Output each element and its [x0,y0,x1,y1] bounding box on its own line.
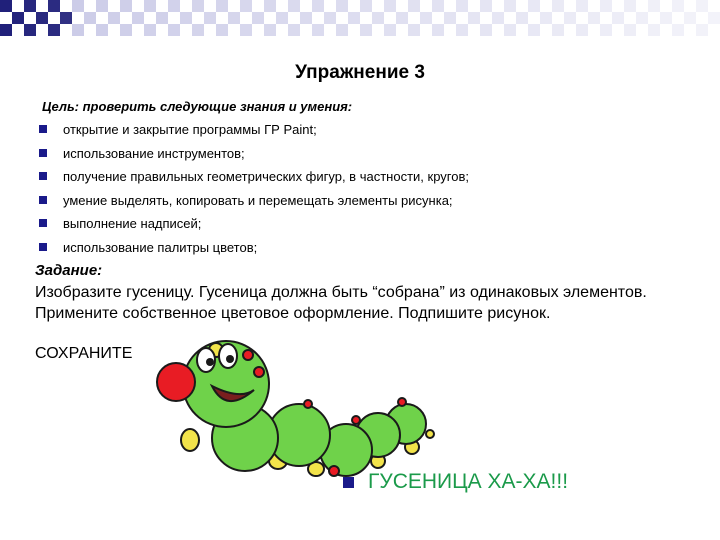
checker-square [516,12,528,24]
checker-square [96,24,108,36]
checker-square [288,24,300,36]
checker-square [504,24,516,36]
checker-square [0,0,12,12]
list-item [36,146,469,170]
list-item [36,169,469,193]
checker-square [672,0,684,12]
list-item-text: использование палитры цветов; [63,239,258,255]
checker-square [528,24,540,36]
checker-square [696,0,708,12]
checker-square [336,0,348,12]
checker-square [108,12,120,24]
list-item [36,193,469,217]
checker-square [648,24,660,36]
checker-square [312,0,324,12]
checker-square [228,12,240,24]
checker-square [192,0,204,12]
checker-square [360,0,372,12]
task-text: Изобразите гусеницу. Гусеница должна быть “собрана” из одинаковых элементов. Примените собственное цветовое оформление. Подпишите рисунок. [35,284,647,322]
checker-square [636,12,648,24]
checker-square [576,24,588,36]
checker-square [168,0,180,12]
checker-decoration [0,0,720,38]
checker-square [72,24,84,36]
checker-square [528,0,540,12]
checker-square [576,0,588,12]
checker-square [612,12,624,24]
list-item-text: получение правильных геометрических фигур, в частности, кругов; [63,169,469,184]
task-heading: Задание: [35,262,103,279]
checker-square [360,24,372,36]
checker-square [372,12,384,24]
checker-square [384,24,396,36]
checker-square [672,24,684,36]
checker-square [624,0,636,12]
checker-square [432,24,444,36]
checker-square [24,24,36,36]
checker-square [48,0,60,12]
square-bullet-icon [343,477,354,488]
square-bullet-icon [39,219,47,227]
checker-square [144,24,156,36]
square-bullet-icon [39,149,47,157]
checker-square [216,0,228,12]
checker-square [156,12,168,24]
checker-square [624,24,636,36]
checker-square [456,0,468,12]
checker-square [420,12,432,24]
checker-square [480,24,492,36]
checker-square [660,12,672,24]
caption-text: ГУСЕНИЦА ХА-ХА!!! [368,470,569,493]
checker-square [648,0,660,12]
checker-square [168,24,180,36]
skills-list [36,122,469,263]
checker-square [240,24,252,36]
checker-square [180,12,192,24]
checker-square [96,0,108,12]
checker-square [120,0,132,12]
checker-square [600,0,612,12]
checker-square [684,12,696,24]
list-item-text: выполнение надписей; [63,216,202,231]
list-item-text: открытие и закрытие программы ГР Paint; [63,122,317,137]
checker-square [564,12,576,24]
checker-square [696,24,708,36]
checker-square [708,12,720,24]
list-item [36,216,469,240]
checker-square [492,12,504,24]
checker-square [540,12,552,24]
checker-square [312,24,324,36]
checker-square [144,0,156,12]
checker-square [468,12,480,24]
list-item [36,240,469,264]
checker-square [0,24,12,36]
checker-square [456,24,468,36]
checker-square [120,24,132,36]
square-bullet-icon [39,196,47,204]
checker-square [264,0,276,12]
checker-square [48,24,60,36]
checker-square [504,0,516,12]
checker-square [288,0,300,12]
checker-square [84,12,96,24]
checker-square [396,12,408,24]
checker-square [12,12,24,24]
checker-square [132,12,144,24]
checker-square [444,12,456,24]
checker-square [72,0,84,12]
square-bullet-icon [39,125,47,133]
checker-square [204,12,216,24]
checker-square [36,12,48,24]
checker-square [588,12,600,24]
list-item-text: умение выделять, копировать и перемещать элементы рисунка; [63,192,453,208]
list-item-text: использование инструментов; [63,145,245,161]
caterpillar-illustration [156,322,446,482]
checker-square [336,24,348,36]
checker-square [552,0,564,12]
goal-text: Цель: проверить следующие знания и умения: [42,99,353,114]
slide-title: Упражнение 3 [295,62,425,83]
square-bullet-icon [39,243,47,251]
checker-square [240,0,252,12]
checker-square [408,24,420,36]
square-bullet-icon [39,172,47,180]
save-text: СОХРАНИТЕ [35,345,133,362]
checker-square [300,12,312,24]
checker-square [432,0,444,12]
checker-square [600,24,612,36]
checker-square [552,24,564,36]
checker-square [408,0,420,12]
checker-square [324,12,336,24]
checker-square [348,12,360,24]
checker-square [216,24,228,36]
checker-square [276,12,288,24]
checker-square [192,24,204,36]
checker-square [264,24,276,36]
checker-square [384,0,396,12]
list-item [36,122,469,146]
checker-square [60,12,72,24]
checker-square [480,0,492,12]
checker-square [252,12,264,24]
checker-square [24,0,36,12]
